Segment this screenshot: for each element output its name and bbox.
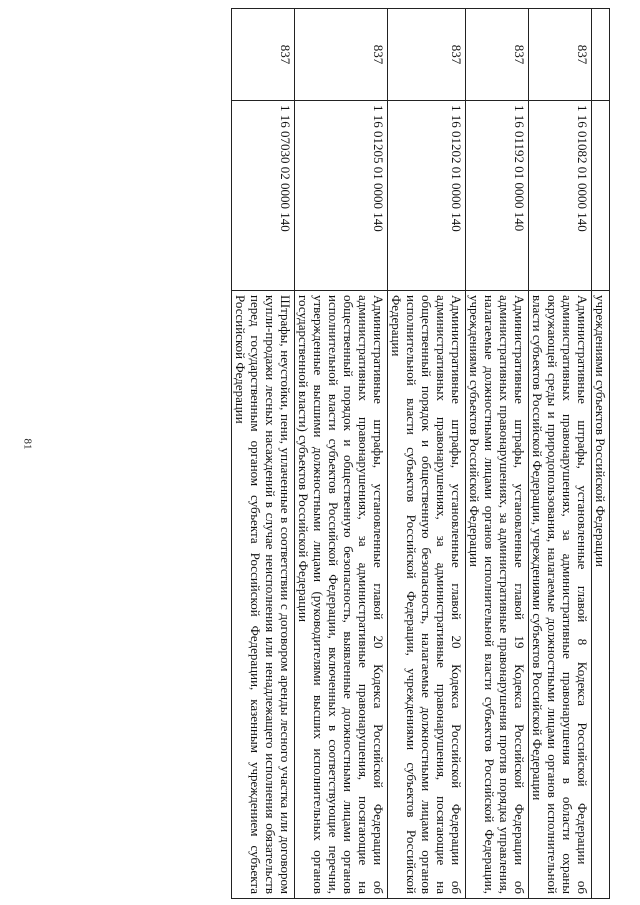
budget-codes-table: [231, 8, 610, 899]
description-cell: учреждениями субъектов Российской Федерации: [592, 291, 610, 899]
agency-code-cell: [592, 9, 610, 101]
agency-code-cell: 837: [388, 9, 466, 101]
table-row: [592, 9, 610, 899]
table-row: [295, 9, 388, 899]
table-row: [232, 9, 295, 899]
page-number: 81: [21, 438, 34, 450]
budget-code-cell: 1 16 01192 01 0000 140: [466, 101, 529, 291]
budget-code-cell: 1 16 01202 01 0000 140: [388, 101, 466, 291]
budget-code-cell: 1 16 01082 01 0000 140: [529, 101, 592, 291]
agency-code-cell: 837: [529, 9, 592, 101]
table-row: [466, 9, 529, 899]
description-cell: Штрафы, неустойки, пени, уплаченные в соответствии с договором аренды лесного участка или договором купли-продажи лесных насаждений в случае неисполнения или ненадлежащего исполнения обязательств перед государственным органом субъекта Российской Федерации, казенным учреждением субъекта Российской Федерации: [232, 291, 295, 899]
budget-code-cell: 1 16 01205 01 0000 140: [295, 101, 388, 291]
description-cell: Административные штрафы, установленные главой 8 Кодекса Российской Федерации об административных правонарушениях, за административные правонарушения в области охраны окружающей среды и природопользования, налагаемые должностными лицами органов исполнительной власти субъектов Российской Федерации, учреждениями субъектов Российской Федерации: [529, 291, 592, 899]
table-row: [388, 9, 466, 899]
budget-code-cell: [592, 101, 610, 291]
rotated-page: [60, 8, 610, 898]
description-cell: Административные штрафы, установленные главой 20 Кодекса Российской Федерации об административных правонарушениях, за административные правонарушения, посягающие на общественный порядок и общественную безопасность, выявленные должностными лицами органов исполнительной власти субъектов Российской Федерации, включенных в соответствующие перечни, утвержденные высшими должностными лицами (руководителями высших исполнительных органов государственной власти) субъектов Российской Федерации: [295, 291, 388, 899]
agency-code-cell: 837: [466, 9, 529, 101]
description-cell: Административные штрафы, установленные главой 20 Кодекса Российской Федерации об административных правонарушениях, за административные правонарушения, посягающие на общественный порядок и общественную безопасность, налагаемые должностными лицами органов исполнительной власти субъектов Российской Федерации, учреждениями субъектов Российской Федерации: [388, 291, 466, 899]
agency-code-cell: 837: [232, 9, 295, 101]
agency-code-cell: 837: [295, 9, 388, 101]
description-cell: Административные штрафы, установленные главой 19 Кодекса Российской Федерации об административных правонарушениях, за административные правонарушения против порядка управления, налагаемые должностными лицами органов исполнительной власти субъектов Российской Федерации, учреждениями субъектов Российской Федерации: [466, 291, 529, 899]
budget-code-cell: 1 16 07030 02 0000 140: [232, 101, 295, 291]
table-row: [529, 9, 592, 899]
